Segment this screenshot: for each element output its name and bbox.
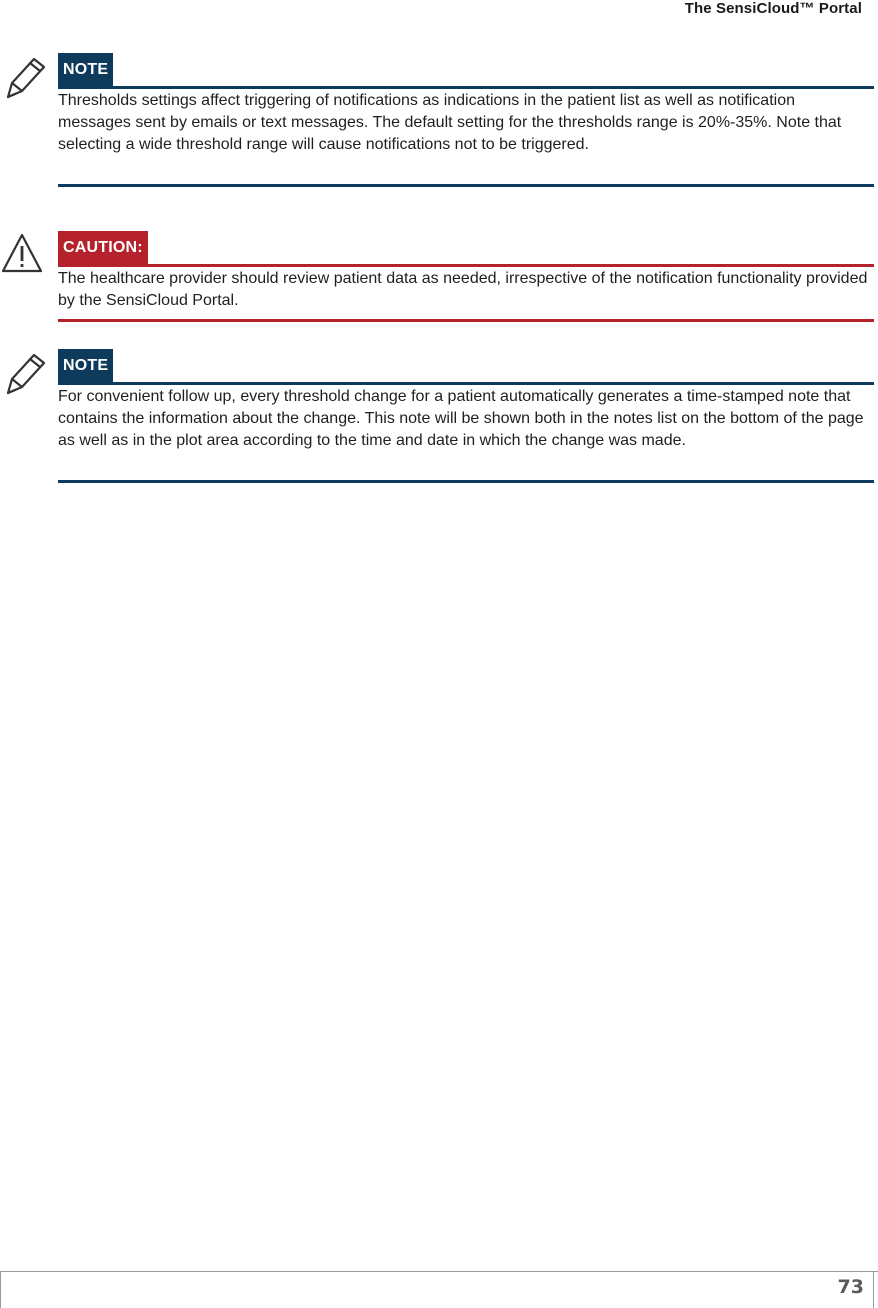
note-bottom-rule: [58, 480, 874, 483]
note-callout-threshold-change: [0, 349, 878, 485]
note-text: For convenient follow up, every threshold change for a patient automatically generates a time-stamped note that contains the information about the change. This note will be shown both in the notes list on the bottom of the page as well as in the plot area according to the time and date in which the change was made.: [58, 388, 864, 449]
pencil-icon: [0, 349, 48, 404]
caution-label: CAUTION:: [58, 231, 148, 264]
footer-left-border: [0, 1271, 1, 1308]
footer-rule: [0, 1271, 878, 1272]
caution-top-rule: [58, 264, 874, 267]
footer-right-border: [873, 1271, 874, 1308]
note-top-rule: [58, 382, 874, 385]
warning-triangle-icon: [0, 231, 44, 280]
note-label: NOTE: [58, 53, 113, 86]
caution-callout: [0, 231, 878, 325]
note-text: Thresholds settings affect triggering of notifications as indications in the patient list as well as notification messages sent by emails or text messages. The default setting for the thresholds range is 20%-35%. Note that selecting a wide threshold range will cause notifications not to be triggered.: [58, 92, 842, 153]
caution-text: The healthcare provider should review patient data as needed, irrespective of the notification functionality provided by the SensiCloud Portal.: [58, 270, 868, 309]
caution-bottom-rule: [58, 319, 874, 322]
pencil-icon: [0, 53, 48, 108]
note-callout-thresholds: [0, 53, 878, 189]
note-label: NOTE: [58, 349, 113, 382]
page-number: 73: [837, 1276, 864, 1298]
note-bottom-rule: [58, 184, 874, 187]
header-title: The SensiCloud™ Portal: [684, 0, 862, 17]
note-top-rule: [58, 86, 874, 89]
